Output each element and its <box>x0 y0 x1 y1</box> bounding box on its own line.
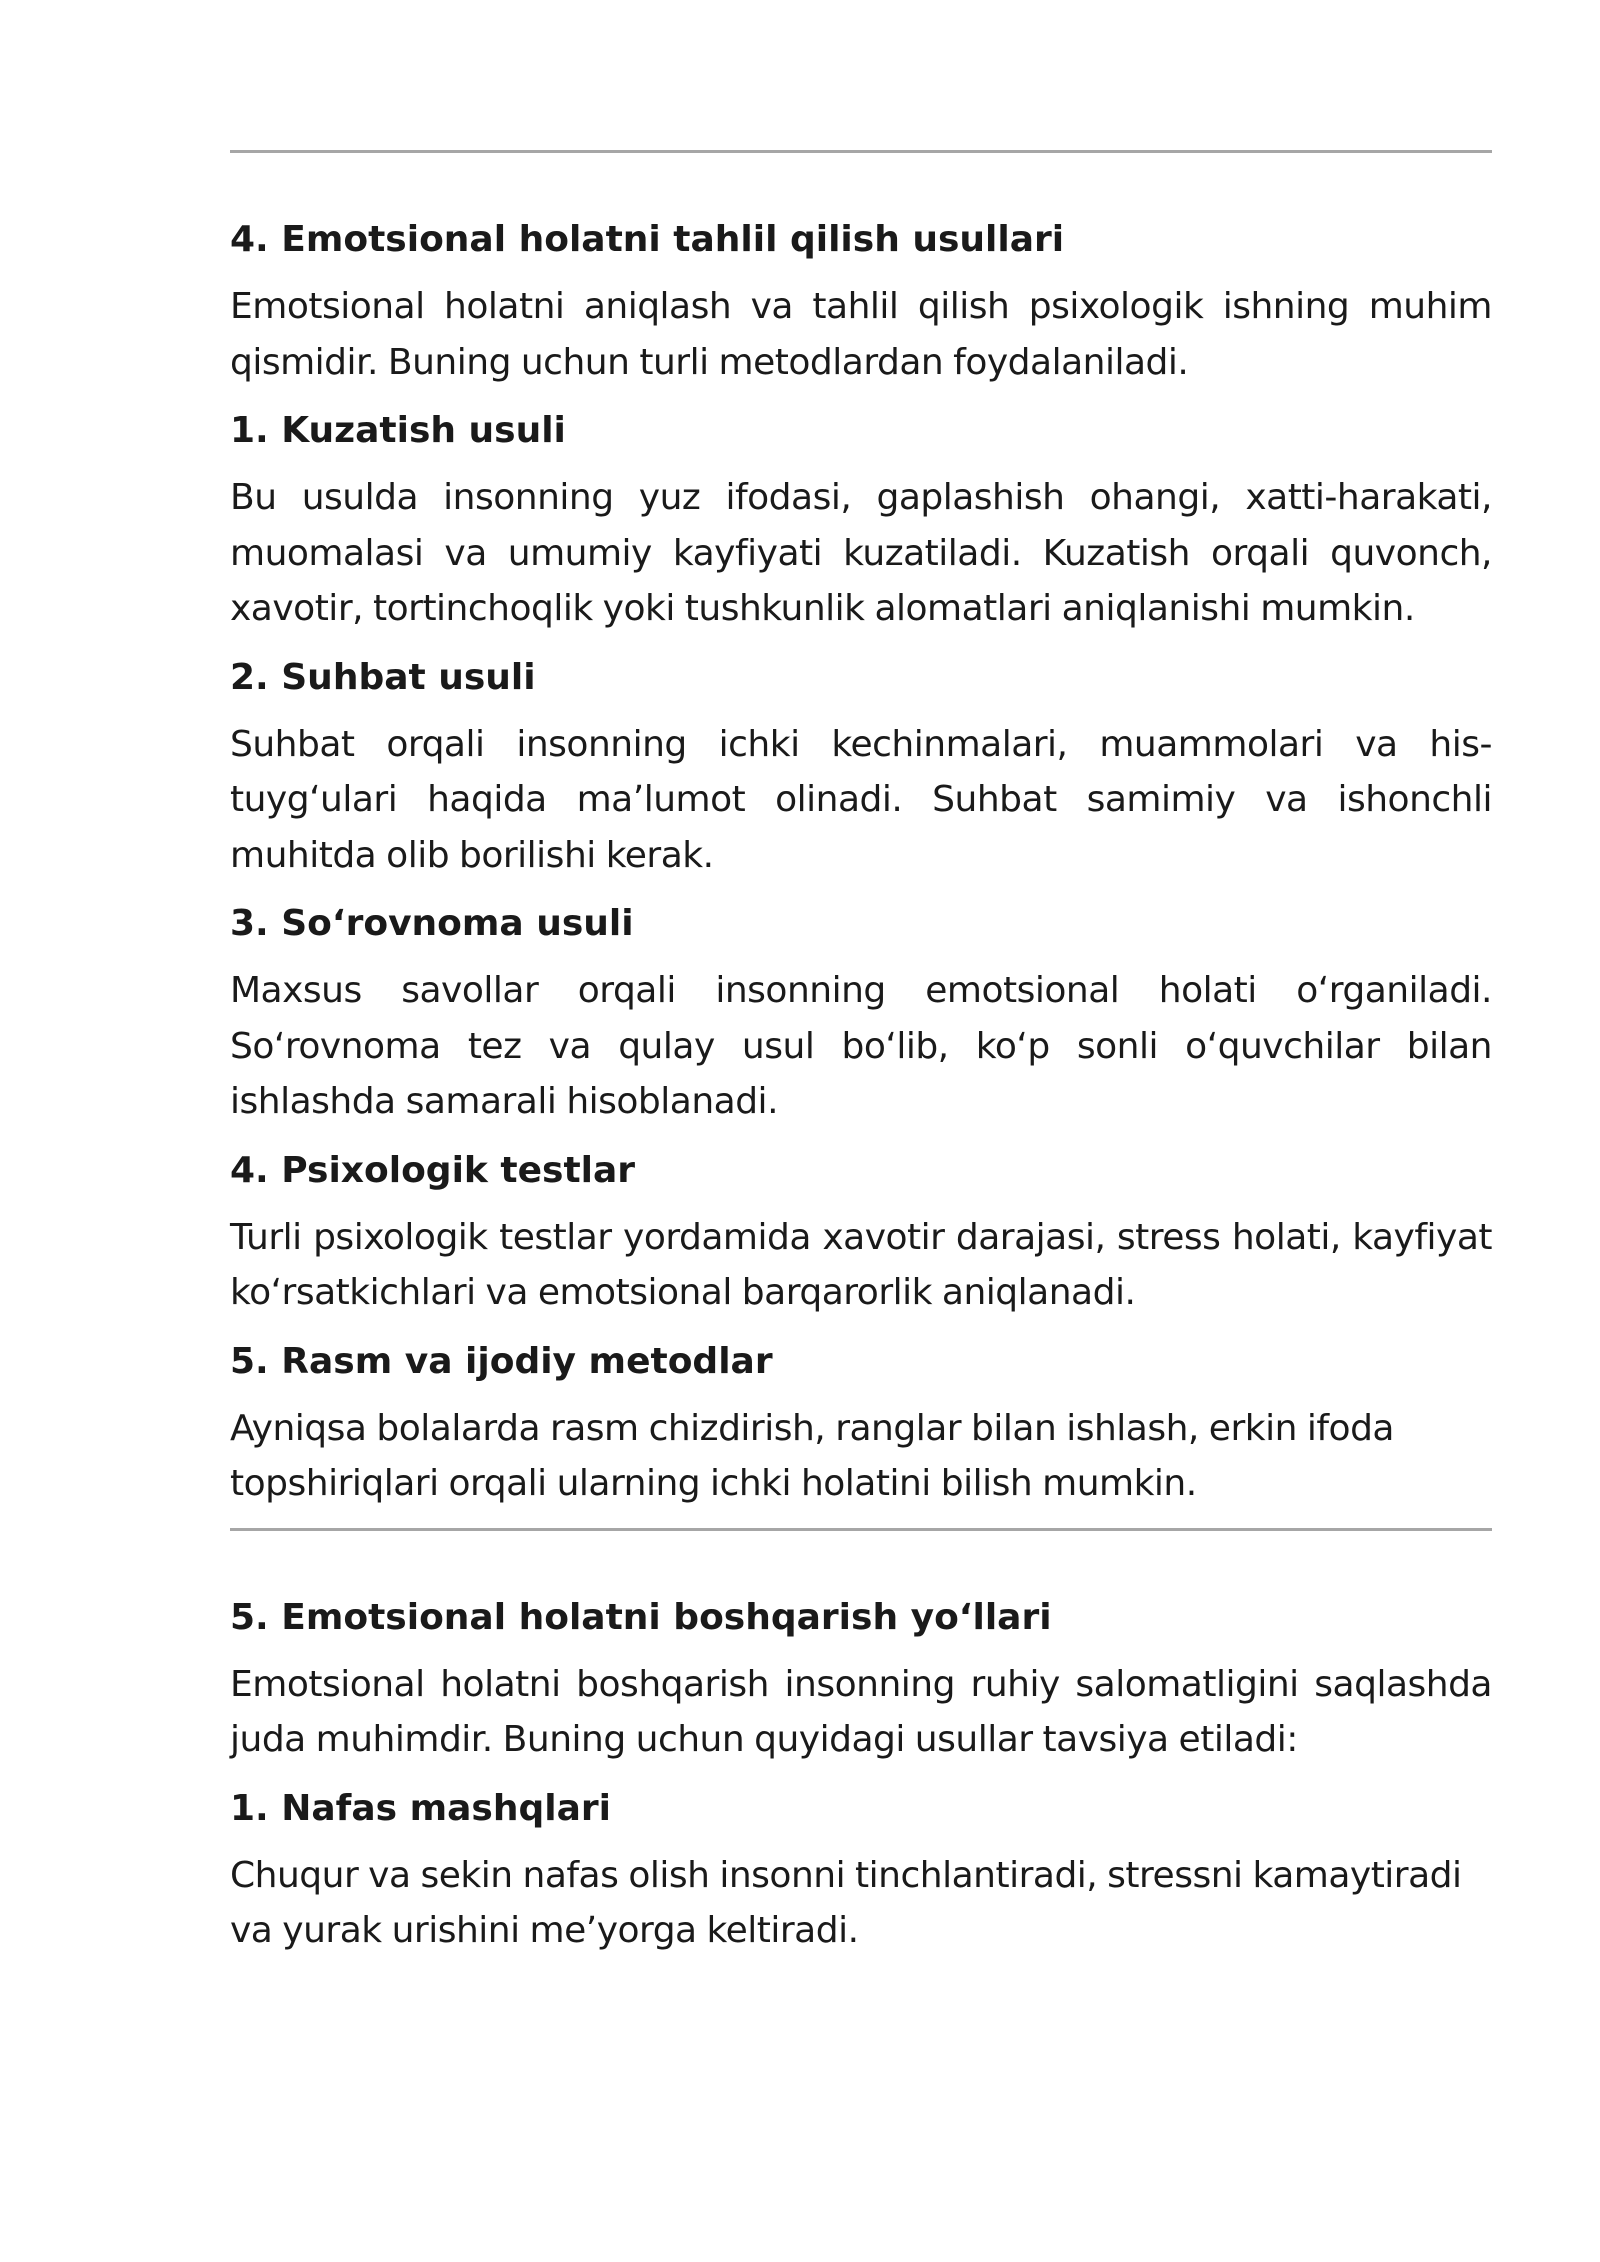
section-title: 5. Emotsional holatni boshqarish yo‘llari <box>230 1596 1052 1638</box>
method-heading-creative: 5. Rasm va ijodiy metodlar <box>230 1340 773 1382</box>
method-heading-survey: 3. So‘rovnoma usuli <box>230 903 634 944</box>
section-analysis-methods <box>230 215 1492 1512</box>
method-text-creative: Ayniqsa bolalarda rasm chizdirish, ranglar bilan ishlash, erkin ifoda topshiriqlari orqali ularning ichki holatini bilish mumkin. <box>230 1407 1394 1504</box>
way-heading-breathing: 1. Nafas mashqlari <box>230 1787 611 1829</box>
method-text-tests: Turli psixologik testlar yordamida xavotir darajasi, stress holati, kayfiyat ko‘rsatkichlari va emotsional barqarorlik aniqlanadi. <box>230 1216 1492 1313</box>
method-text-survey: Maxsus savollar orqali insonning emotsional holati o‘rganiladi. So‘rovnoma tez va qulay usul bo‘lib, ko‘p sonli o‘quvchilar bilan ishlashda samarali hisoblanadi. <box>230 970 1492 1122</box>
method-text-conversation: Suhbat orqali insonning ichki kechinmalari, muammolari va his-tuyg‘ulari haqida ma’lumot olinadi. Suhbat samimiy va ishonchli muhitda olib borilishi kerak. <box>230 723 1492 876</box>
section-intro: Emotsional holatni aniqlash va tahlil qilish psixologik ishning muhim qismidir. Buning uchun turli metodlardan foydalaniladi. <box>230 286 1492 383</box>
method-heading-tests: 4. Psixologik testlar <box>230 1149 636 1191</box>
section-divider <box>230 1528 1492 1531</box>
section-management-ways <box>230 1593 1492 1959</box>
method-text-observation: Bu usulda insonning yuz ifodasi, gaplashish ohangi, xatti-harakati, muomalasi va umumiy kayfiyati kuzatiladi. Kuzatish orqali quvonch, xavotir, tortinchoqlik yoki tushkunlik alomatlari aniqlanishi mumkin. <box>230 477 1492 629</box>
way-text-breathing: Chuqur va sekin nafas olish insonni tinchlantiradi, stressni kamaytiradi va yurak urishini me’yorga keltiradi. <box>230 1854 1462 1951</box>
method-heading-observation: 1. Kuzatish usuli <box>230 410 566 451</box>
section-title: 4. Emotsional holatni tahlil qilish usullari <box>230 219 1065 260</box>
top-divider <box>230 150 1492 153</box>
document-page <box>230 150 1492 1975</box>
method-heading-conversation: 2. Suhbat usuli <box>230 656 536 698</box>
section-intro: Emotsional holatni boshqarish insonning ruhiy salomatligini saqlashda juda muhimdir. Buning uchun quyidagi usullar tavsiya etiladi: <box>230 1663 1492 1760</box>
